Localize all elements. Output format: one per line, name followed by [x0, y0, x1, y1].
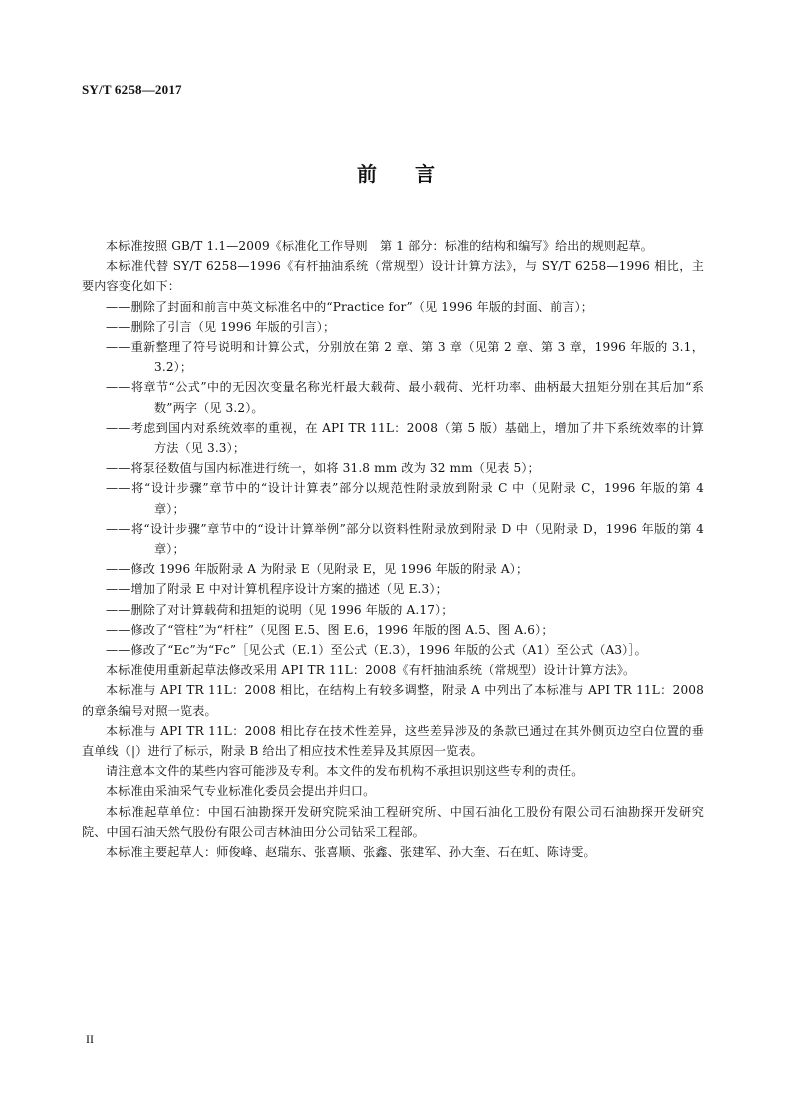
change-list-item: ——删除了引言（见 1996 年版的引言）；	[106, 319, 336, 334]
paragraph: 本标准起草单位：中国石油勘探开发研究院采油工程研究所、中国石油化工股份有限公司石油勘探开发研究院、中国石油天然气股份有限公司吉林油田分公司钻采工程部。	[82, 804, 704, 839]
change-list-item: ——重新整理了符号说明和计算公式，分别放在第 2 章、第 3 章（见第 2 章、第 3 章，1996 年版的 3.1，3.2）；	[106, 340, 704, 375]
paragraph: 本标准与 API TR 11L：2008 相比，在结构上有较多调整，附录 A 中列出了本标准与 API TR 11L：2008 的章条编号对照一览表。	[82, 683, 704, 718]
paragraph: 本标准按照 GB/T 1.1—2009《标准化工作导则 第 1 部分：标准的结构和编写》给出的规则起草。	[106, 239, 653, 253]
change-list-item: ——将“设计步骤”章节中的“设计计算表”部分以规范性附录放到附录 C 中（见附录 C，1996 年版的第 4 章）；	[106, 481, 704, 516]
paragraph: 请注意本文件的某些内容可能涉及专利。本文件的发布机构不承担识别这些专利的责任。	[106, 764, 584, 779]
change-list-item: ——删除了封面和前言中英文标准名中的“Practice for”（见 1996 年版的封面、前言）；	[106, 299, 594, 314]
paragraph: 本标准代替 SY/T 6258—1996《有杆抽油系统（常规型）设计计算方法》，与 SY/T 6258—1996 相比，主要内容变化如下：	[82, 259, 704, 294]
paragraph: 本标准与 API TR 11L：2008 相比存在技术性差异，这些差异涉及的条款已通过在其外侧页边空白位置的垂直单线（|）进行了标示，附录 B 给出了相应技术性差异及其原因一览表。	[82, 723, 704, 759]
page-title: 前言	[357, 162, 473, 186]
change-list-item: ——修改 1996 年版附录 A 为附录 E（见附录 E，见 1996 年版的附录 A）；	[106, 562, 529, 577]
foreword-body	[82, 236, 704, 862]
change-list-item: ——将章节“公式”中的无因次变量名称光杆最大载荷、最小载荷、光杆功率、曲柄最大扭矩分别在其后加“系数”两字（见 3.2）。	[106, 380, 704, 415]
paragraph: 本标准主要起草人：师俊峰、赵瑞东、张喜顺、张鑫、张建军、孙大奎、石在虹、陈诗雯。	[106, 845, 596, 860]
change-list-item: ——将“设计步骤”章节中的“设计计算举例”部分以资料性附录放到附录 D 中（见附录 D，1996 年版的第 4 章）；	[106, 521, 704, 557]
change-list-item: ——增加了附录 E 中对计算机程序设计方案的描述（见 E.3）；	[106, 582, 448, 597]
standard-code: SY/T 6258—2017	[82, 82, 182, 97]
paragraph: 本标准由采油采气专业标准化委员会提出并归口。	[106, 784, 376, 799]
change-list-item: ——修改了“Ec”为“Fc”［见公式（E.1）至公式（E.3），1996 年版的公式（A1）至公式（A3）］。	[106, 643, 647, 658]
change-list-item: ——将泵径数值与国内标准进行统一，如将 31.8 mm 改为 32 mm（见表 5）；	[106, 461, 540, 476]
change-list-item: ——考虑到国内对系统效率的重视，在 API TR 11L：2008（第 5 版）基础上，增加了井下系统效率的计算方法（见 3.3）；	[106, 420, 704, 456]
paragraph: 本标准使用重新起草法修改采用 API TR 11L：2008《有杆抽油系统（常规型）设计计算方法》。	[106, 663, 636, 678]
change-list-item: ——修改了“管柱”为“杆柱”（见图 E.5、图 E.6，1996 年版的图 A.5、图 A.6）；	[106, 622, 554, 637]
change-list-item: ——删除了对计算载荷和扭矩的说明（见 1996 年版的 A.17）；	[106, 602, 454, 617]
page-number: II	[86, 1032, 94, 1046]
